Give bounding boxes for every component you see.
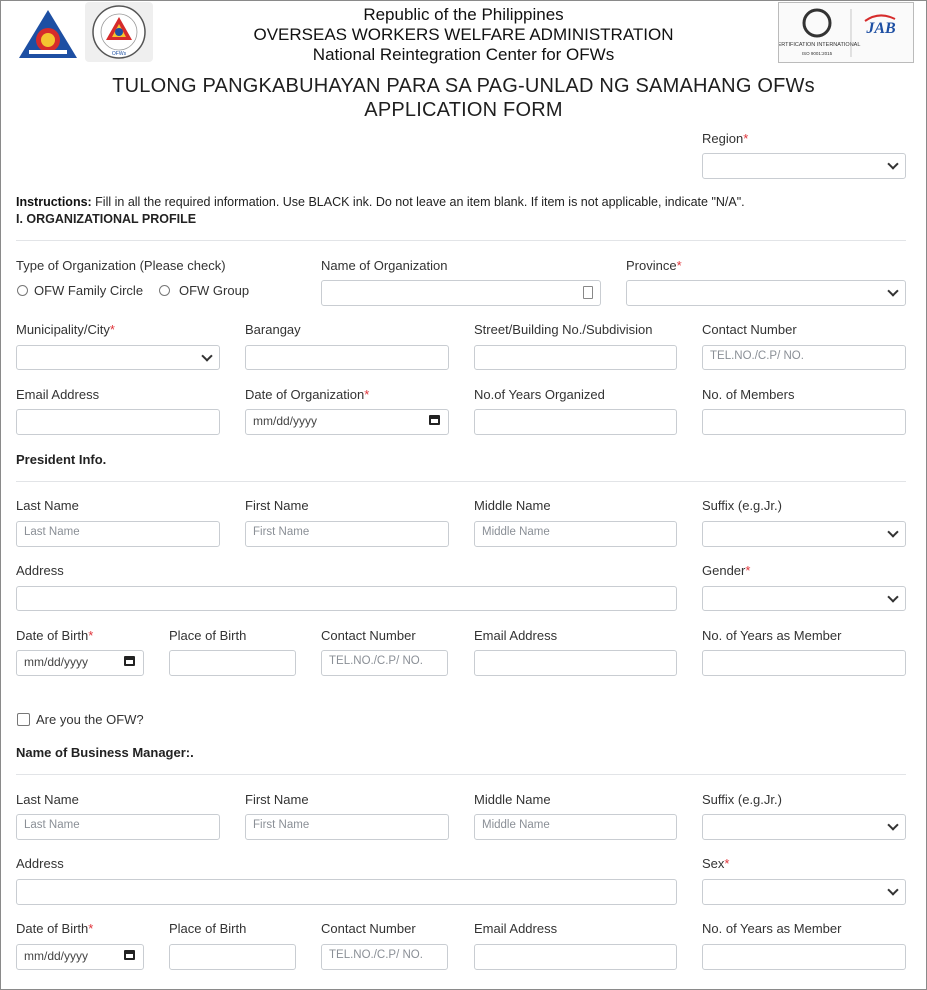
date-org-input[interactable] xyxy=(245,409,449,435)
manager-section-title: Name of Business Manager:. xyxy=(16,745,194,760)
cert1-sub-text: ISO 9001:2015 xyxy=(801,51,833,56)
form-subtitle: APPLICATION FORM xyxy=(364,99,563,121)
president-dob-label xyxy=(16,628,93,643)
barangay-input[interactable] xyxy=(245,345,449,370)
president-first-name-placeholder: First Name xyxy=(253,526,310,538)
svg-text:OFWs: OFWs xyxy=(111,51,127,57)
president-pob-label: Place of Birth xyxy=(169,628,247,643)
president-dob-placeholder: mm/dd/yyyy xyxy=(24,655,89,669)
manager-dob-placeholder: mm/dd/yyyy xyxy=(24,949,89,963)
president-contact-placeholder: TEL.NO./C.P/ NO. xyxy=(329,655,423,667)
calendar-icon[interactable] xyxy=(124,656,135,666)
manager-sex-select[interactable] xyxy=(702,879,906,905)
president-contact-input[interactable] xyxy=(321,650,448,676)
manager-middle-name-input[interactable] xyxy=(474,814,677,840)
members-input[interactable] xyxy=(702,409,906,435)
manager-pob-input[interactable] xyxy=(169,944,296,970)
manager-contact-placeholder: TEL.NO./C.P/ NO. xyxy=(329,949,423,961)
required-marker: * xyxy=(745,563,751,578)
divider xyxy=(16,481,906,482)
radio-label-ofw-group: OFW Group xyxy=(179,283,250,298)
manager-last-name-placeholder: Last Name xyxy=(24,819,80,831)
org-type-label: Type of Organization (Please check) xyxy=(16,258,226,273)
manager-email-input[interactable] xyxy=(474,944,677,970)
form-title: TULONG PANGKABUHAYAN PARA SA PAG-UNLAD NG SAMAHANG OFWs xyxy=(112,75,815,97)
header-line-2: OVERSEAS WORKERS WELFARE ADMINISTRATION xyxy=(253,25,674,44)
cert2-text: JAB xyxy=(866,20,896,37)
manager-middle-name-placeholder: Middle Name xyxy=(482,819,550,831)
org-name-input[interactable] xyxy=(321,280,601,306)
required-marker: * xyxy=(88,921,94,936)
president-section-title: President Info. xyxy=(16,452,107,467)
instructions xyxy=(16,195,745,209)
president-years-member-label: No. of Years as Member xyxy=(702,628,842,643)
manager-first-name-input[interactable] xyxy=(245,814,449,840)
header-line-3: National Reintegration Center for OFWs xyxy=(312,45,615,64)
manager-contact-label: Contact Number xyxy=(321,921,416,936)
province-select[interactable] xyxy=(626,280,906,306)
manager-dob-label-text: Date of Birth xyxy=(16,921,89,936)
org-contact-input[interactable] xyxy=(702,345,906,370)
header-line-1: Republic of the Philippines xyxy=(363,5,564,24)
manager-middle-name-label: Middle Name xyxy=(474,792,551,807)
president-suffix-label: Suffix (e.g.Jr.) xyxy=(702,498,782,513)
president-gender-label-text: Gender xyxy=(702,563,746,578)
president-address-input[interactable] xyxy=(16,586,677,611)
required-marker: * xyxy=(364,387,370,402)
president-middle-name-label: Middle Name xyxy=(474,498,551,513)
are-you-ofw-label: Are you the OFW? xyxy=(36,712,144,727)
manager-last-name-input[interactable] xyxy=(16,814,220,840)
president-email-label: Email Address xyxy=(474,628,558,643)
years-org-label: No.of Years Organized xyxy=(474,387,605,402)
calendar-icon[interactable] xyxy=(429,415,440,425)
divider xyxy=(16,774,906,775)
president-middle-name-input[interactable] xyxy=(474,521,677,547)
president-last-name-input[interactable] xyxy=(16,521,220,547)
president-dob-input[interactable] xyxy=(16,650,144,676)
date-org-label xyxy=(245,387,369,402)
instructions-text: Fill in all the required information. Use BLACK ink. Do not leave an item blank. If item is not applicable, indicate "N/A". xyxy=(91,195,745,209)
manager-dob-label xyxy=(16,921,93,936)
street-input[interactable] xyxy=(474,345,677,370)
president-gender-select[interactable] xyxy=(702,586,906,611)
required-marker: * xyxy=(724,856,730,871)
municipality-label-text: Municipality/City xyxy=(16,322,110,337)
manager-suffix-select[interactable] xyxy=(702,814,906,840)
president-contact-label: Contact Number xyxy=(321,628,416,643)
president-years-member-input[interactable] xyxy=(702,650,906,676)
manager-sex-label-text: Sex xyxy=(702,856,725,871)
instructions-lead: Instructions: xyxy=(16,195,92,209)
calendar-icon[interactable] xyxy=(124,950,135,960)
manager-last-name-label: Last Name xyxy=(16,792,79,807)
required-marker: * xyxy=(743,131,749,146)
manager-sex-label xyxy=(702,856,729,871)
president-pob-input[interactable] xyxy=(169,650,296,676)
region-label xyxy=(702,131,748,146)
org-email-input[interactable] xyxy=(16,409,220,435)
date-org-placeholder: mm/dd/yyyy xyxy=(253,414,318,428)
president-last-name-label: Last Name xyxy=(16,498,79,513)
municipality-select[interactable] xyxy=(16,345,220,370)
president-first-name-label: First Name xyxy=(245,498,309,513)
province-label-text: Province xyxy=(626,258,677,273)
president-gender-label xyxy=(702,563,750,578)
barangay-label: Barangay xyxy=(245,322,301,337)
date-org-label-text: Date of Organization xyxy=(245,387,365,402)
manager-years-member-label: No. of Years as Member xyxy=(702,921,842,936)
are-you-ofw-checkbox[interactable] xyxy=(17,713,30,726)
president-email-input[interactable] xyxy=(474,650,677,676)
autofill-icon xyxy=(583,286,593,299)
required-marker: * xyxy=(676,258,682,273)
manager-address-label: Address xyxy=(16,856,64,871)
members-label: No. of Members xyxy=(702,387,795,402)
org-email-label: Email Address xyxy=(16,387,100,402)
org-contact-label: Contact Number xyxy=(702,322,797,337)
divider xyxy=(16,240,906,241)
org-contact-placeholder: TEL.NO./C.P/ NO. xyxy=(710,350,804,362)
region-select[interactable] xyxy=(702,153,906,179)
manager-suffix-label: Suffix (e.g.Jr.) xyxy=(702,792,782,807)
years-org-input[interactable] xyxy=(474,409,677,435)
required-marker: * xyxy=(88,628,94,643)
manager-pob-label: Place of Birth xyxy=(169,921,247,936)
manager-first-name-placeholder: First Name xyxy=(253,819,310,831)
manager-dob-input[interactable] xyxy=(16,944,144,970)
manager-address-input[interactable] xyxy=(16,879,677,905)
president-middle-name-placeholder: Middle Name xyxy=(482,526,550,538)
cert1-text: CERTIFICATION INTERNATIONAL xyxy=(779,42,861,48)
president-dob-label-text: Date of Birth xyxy=(16,628,89,643)
president-last-name-placeholder: Last Name xyxy=(24,526,80,538)
required-marker: * xyxy=(109,322,115,337)
manager-first-name-label: First Name xyxy=(245,792,309,807)
org-name-label: Name of Organization xyxy=(321,258,448,273)
president-address-label: Address xyxy=(16,563,64,578)
manager-contact-input[interactable] xyxy=(321,944,448,970)
manager-years-member-input[interactable] xyxy=(702,944,906,970)
radio-ofw-family-circle[interactable] xyxy=(17,285,28,296)
manager-email-label: Email Address xyxy=(474,921,558,936)
municipality-label xyxy=(16,322,115,337)
region-label-text: Region xyxy=(702,131,744,146)
section-title-organizational-profile: I. ORGANIZATIONAL PROFILE xyxy=(16,212,197,226)
president-suffix-select[interactable] xyxy=(702,521,906,547)
president-first-name-input[interactable] xyxy=(245,521,449,547)
province-label xyxy=(626,258,682,273)
radio-ofw-group[interactable] xyxy=(159,285,170,296)
street-label: Street/Building No./Subdivision xyxy=(474,322,653,337)
radio-label-family-circle: OFW Family Circle xyxy=(34,283,144,298)
